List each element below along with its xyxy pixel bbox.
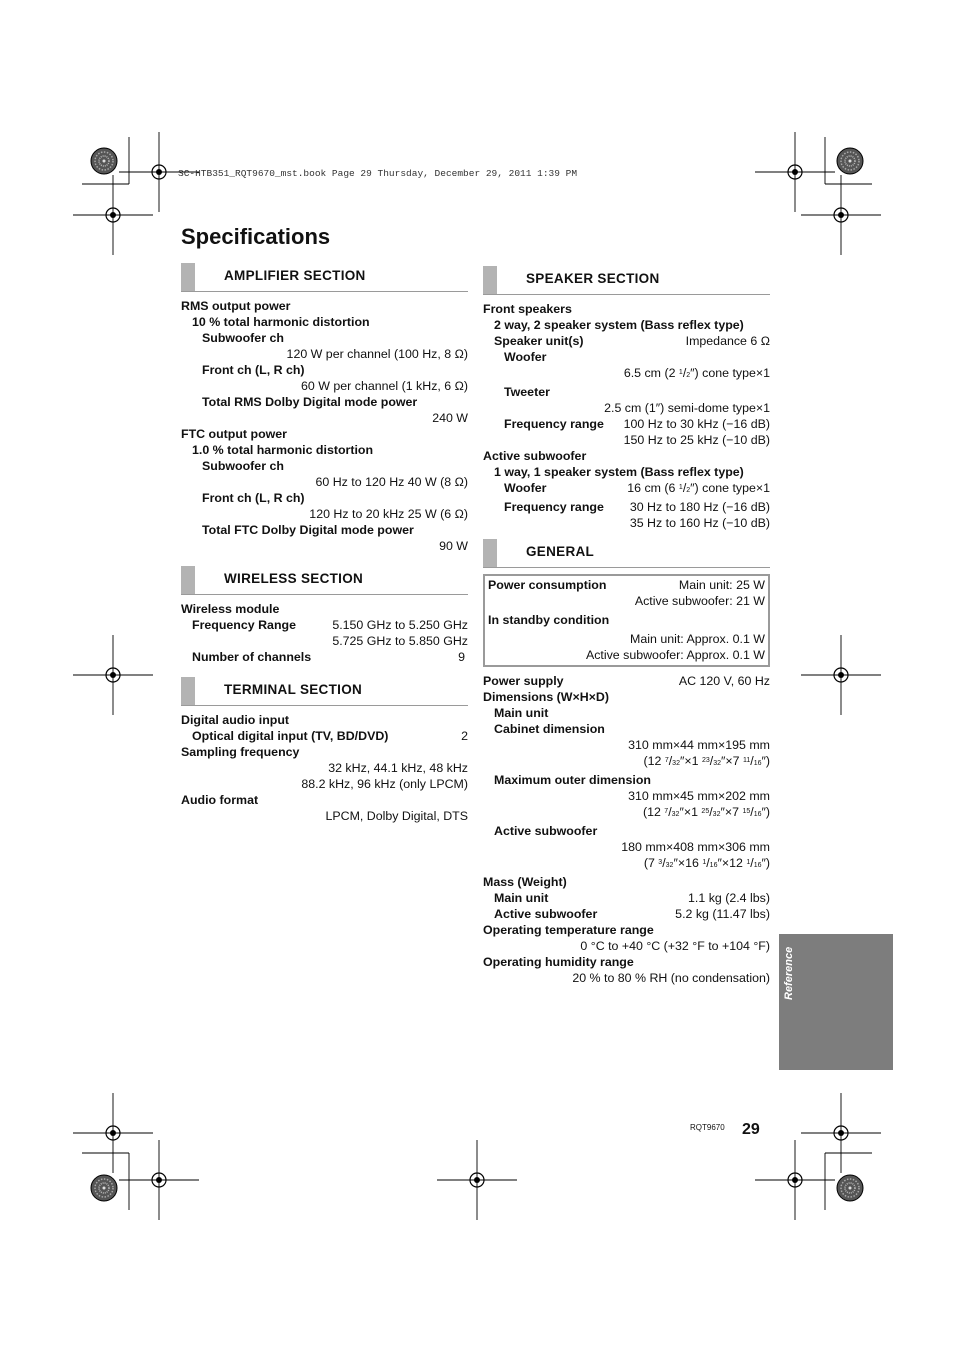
spec-row [181,728,468,744]
spec-value: 16 cm (6 $^1$/2″) cone type×1 [627,481,770,495]
color-target-icon [91,1175,117,1201]
spec-value: 310 mm×45 mm×202 mm [628,789,770,803]
spec-label: Tweeter [504,385,550,399]
section-title: AMPLIFIER SECTION [224,268,366,283]
section-header-wireless [181,566,468,595]
spec-label: Woofer [504,481,547,495]
color-target-icon [837,1175,863,1201]
spec-label: Power supply [483,674,564,688]
crosshair-icon [801,175,881,255]
spec-value: 2 [461,729,468,743]
crosshair-icon [437,1140,517,1220]
spec-label: Main unit [494,891,549,905]
spec-row [483,906,770,922]
spec-value: 6.5 cm (2 $^1$/2″) cone type×1 [623,366,770,380]
section-title: GENERAL [526,544,595,559]
spec-value-inches: (12 $^7$/32″×1 $^{23}$/32″×7 $^{11}$/16″) [643,754,770,768]
spec-label: Wireless module [181,602,280,616]
spec-label: 10 % total harmonic distortion [192,315,370,329]
spec-label: Digital audio input [181,713,290,727]
spec-label: Total FTC Dolby Digital mode power [202,523,414,537]
spec-label: Frequency range [504,417,604,431]
section-bar [181,677,195,705]
spec-row [488,577,765,593]
spec-value: 5.725 GHz to 5.850 GHz [332,634,468,648]
spec-label: Subwoofer ch [202,459,284,473]
spec-label: Front speakers [483,302,572,316]
side-tab-label: Reference [783,946,795,1000]
spec-row [483,890,770,906]
spec-value: 310 mm×44 mm×195 mm [628,738,770,752]
section-bar [483,266,497,294]
print-header: SC-HTB351_RQT9670_mst.book Page 29 Thursday, December 29, 2011 1:39 PM [178,168,578,179]
spec-label: Optical digital input (TV, BD/DVD) [192,729,389,743]
spec-label: Operating humidity range [483,955,634,969]
section-header-general [483,539,770,568]
crosshair-icon [801,1093,881,1173]
spec-label: Frequency Range [192,618,296,632]
section-bar [181,566,195,594]
spec-value: 240 W [432,411,468,425]
spec-label: Dimensions (W×H×D) [483,690,609,704]
spec-label: Cabinet dimension [494,722,605,736]
crosshair-icon [73,1093,153,1173]
spec-value: 0 °C to +40 °C (+32 °F to +104 °F) [580,939,770,953]
spec-value: AC 120 V, 60 Hz [678,674,770,688]
spec-value: 1.1 kg (2.4 lbs) [688,891,770,905]
spec-label: Active subwoofer [494,907,598,921]
spec-value-inches: (12 $^7$/32″×1 $^{25}$/32″×7 $^{15}$/16″) [642,805,770,819]
spec-label: Speaker unit(s) [494,334,584,348]
spec-label: Mass (Weight) [483,875,567,889]
spec-value: 60 W per channel (1 kHz, 6 Ω) [301,379,468,393]
crosshair-icon [755,132,835,212]
spec-label: Audio format [181,793,259,807]
spec-label: RMS output power [181,299,291,313]
spec-label: 1 way, 1 speaker system (Bass reflex type) [494,465,744,479]
spec-label: 1.0 % total harmonic distortion [192,443,374,457]
spec-row [483,416,770,432]
spec-row [483,499,770,515]
spec-value: 100 Hz to 30 kHz (−16 dB) [623,417,770,431]
spec-label: Active subwoofer [483,449,587,463]
spec-value-inches: (7 $^3$/32″×16 $^1$/16″×12 $^1$/16″) [643,856,770,870]
spec-value: 30 Hz to 180 Hz (−16 dB) [629,500,770,514]
spec-value: Active subwoofer: 21 W [634,594,765,608]
spec-value: 180 mm×408 mm×306 mm [621,840,770,854]
spec-value: Active subwoofer: Approx. 0.1 W [585,648,765,662]
spec-value: LPCM, Dolby Digital, DTS [325,809,468,823]
spec-label: 2 way, 2 speaker system (Bass reflex type) [494,318,744,332]
spec-label: Active subwoofer [494,824,598,838]
spec-value: Impedance 6 Ω [685,334,770,348]
spec-label: Front ch (L, R ch) [202,491,305,505]
section-bar [483,539,497,567]
spec-row [483,480,770,499]
section-header-amplifier [181,263,468,292]
spec-label: Front ch (L, R ch) [202,363,305,377]
spec-value: 35 Hz to 160 Hz (−10 dB) [629,516,770,530]
spec-value: 2.5 cm (1″) semi-dome type×1 [604,401,770,415]
spec-label: Number of channels [192,650,312,664]
crosshair-icon [801,635,881,715]
spec-value: 120 W per channel (100 Hz, 8 Ω) [286,347,468,361]
spec-value: 32 kHz, 44.1 kHz, 48 kHz [328,761,468,775]
spec-label: Power consumption [488,578,607,592]
spec-label: Woofer [504,350,547,364]
section-title: WIRELESS SECTION [224,571,364,586]
crosshair-icon [755,1140,835,1220]
spec-value: 9 [458,650,465,664]
spec-row [483,333,770,349]
spec-label: Frequency range [504,500,604,514]
color-target-icon [837,148,863,174]
spec-value: Main unit: 25 W [678,578,765,592]
spec-label: Operating temperature range [483,923,654,937]
section-header-terminal [181,677,468,706]
spec-row [181,649,468,665]
spec-label: FTC output power [181,427,287,441]
section-header-speaker [483,266,770,295]
section-title: TERMINAL SECTION [224,682,363,697]
section-title: SPEAKER SECTION [526,271,660,286]
spec-label: Sampling frequency [181,745,300,759]
spec-value: 90 W [439,539,468,553]
spec-label: In standby condition [488,613,610,627]
spec-value: 5.2 kg (11.47 lbs) [675,907,770,921]
spec-label: Subwoofer ch [202,331,284,345]
right-column [483,266,770,986]
section-bar [181,263,195,291]
spec-value: 60 Hz to 120 Hz 40 W (8 Ω) [315,475,468,489]
color-target-icon [91,148,117,174]
page-title: Specifications [181,224,331,249]
reference-side-tab [779,934,893,1070]
power-consumption-box [483,574,770,667]
spec-value: 20 % to 80 % RH (no condensation) [572,971,770,985]
page-number: 29 [742,1121,760,1138]
crosshair-icon [73,175,153,255]
spec-value: 88.2 kHz, 96 kHz (only LPCM) [301,777,468,791]
spec-value: 120 Hz to 20 kHz 25 W (6 Ω) [309,507,468,521]
spec-row [483,673,770,689]
crosshair-icon [73,635,153,715]
crosshair-icon [119,1140,199,1220]
spec-value: Main unit: Approx. 0.1 W [630,632,765,646]
spec-label: Main unit [494,706,549,720]
spec-row [181,617,468,633]
left-column [181,263,468,824]
spec-label: Total RMS Dolby Digital mode power [202,395,418,409]
spec-label: Maximum outer dimension [494,773,651,787]
spec-value: 150 Hz to 25 kHz (−10 dB) [623,433,770,447]
model-code: RQT9670 [690,1123,725,1132]
spec-value: 5.150 GHz to 5.250 GHz [332,618,468,632]
